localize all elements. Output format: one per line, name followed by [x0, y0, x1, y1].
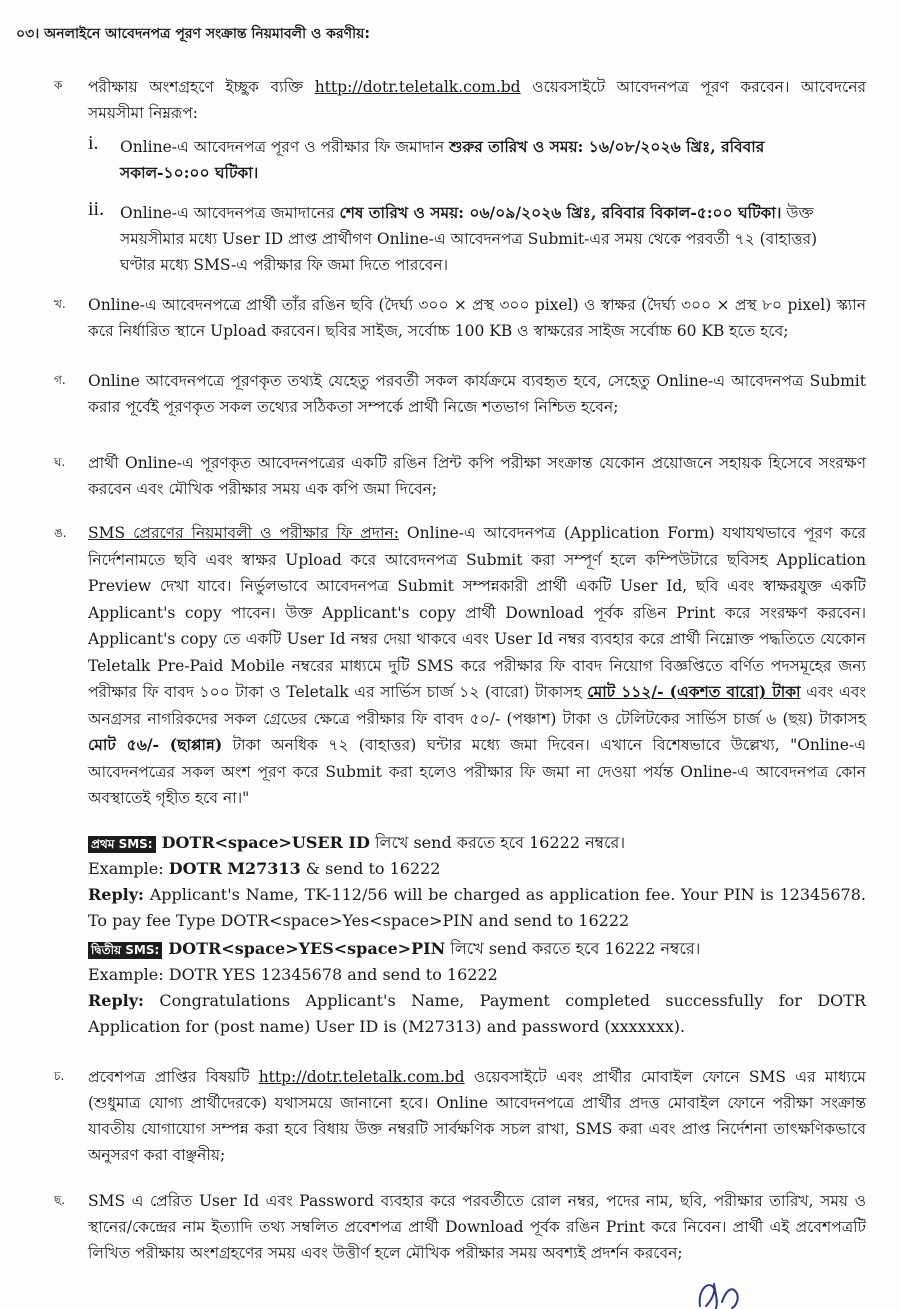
example-rest: & send to 16222 — [305, 859, 441, 878]
signature-mark — [692, 1272, 762, 1309]
second-sms-instruction: লিখে send করতে হবে 16222 নম্বরে। — [450, 939, 701, 958]
first-sms-block — [88, 830, 866, 934]
sms-rules-title: SMS প্রেরণের নিয়মাবলী ও পরীক্ষার ফি প্রদান: — [88, 524, 399, 542]
start-date-text: শুরুর তারিখ ও সময়: ১৬/০৮/২০২৬ খ্রিঃ, রবিবার সকাল-১০:০০ ঘটিকা। — [120, 137, 765, 182]
item-marker: ক — [54, 78, 63, 92]
item-text: প্রার্থী Online-এ পূরণকৃত আবেদনপত্রের একটি রঙিন প্রিন্ট কপি পরীক্ষা সংক্রান্ত যেকোন প্রয়োজনে সহায়ক হিসেবে সংরক্ষণ করবেন এবং মৌখিক পরীক্ষার সময় এক কপি জমা দিবেন; — [88, 454, 866, 498]
section-heading: ০৩। অনলাইনে আবেদনপত্র পূরণ সংক্রান্ত নিয়মাবলী ও করণীয়: — [16, 26, 370, 42]
item-text-before: পরীক্ষায় অংশগ্রহণে ইচ্ছুক ব্যক্তি — [88, 78, 304, 96]
end-date-text: শেষ তারিখ ও সময়: ০৬/০৯/২০২৬ খ্রিঃ, রবিবার বিকাল-৫:০০ ঘটিকা। — [339, 203, 782, 222]
example-label: Example: — [88, 859, 164, 878]
item-text-before: প্রবেশপত্র প্রাপ্তির বিষয়টি — [88, 1068, 250, 1086]
example-command: DOTR M27313 — [168, 859, 301, 878]
subitem-marker: i. — [88, 132, 99, 154]
first-sms-reply — [88, 882, 866, 934]
fee-amount-general: মোট ১১২/- (একশত বারো) টাকা — [587, 682, 801, 701]
first-sms-command: DOTR<space>USER ID — [161, 833, 370, 852]
second-sms-command-line — [88, 936, 866, 962]
first-sms-example — [88, 856, 866, 882]
second-sms-command: DOTR<space>YES<space>PIN — [168, 939, 446, 958]
second-sms-example — [88, 962, 866, 988]
item-text-after: ওয়েবসাইটে আবেদনপত্র পূরণ করবেন। আবেদনের সময়সীমা নিম্নরূপ: — [88, 78, 867, 122]
second-sms-block — [88, 936, 866, 1040]
item-text: Online-এ আবেদনপত্রে প্রার্থী তাঁর রঙিন ছবি (দৈর্ঘ্য ৩০০ × প্রস্থ ৩০০ pixel) ও স্বাক্ষর (দৈর্ঘ্য ৩০০ × প্রস্থ ৮০ pixel) স্ক্যান করে নির্ধারিত স্থানে Upload করবেন। ছবির সাইজ, সর্বোচ্চ 100 KB ও স্বাক্ষরের সাইজ সর্বোচ্চ 60 KB হতে হবে; — [88, 296, 866, 340]
second-sms-reply — [88, 988, 866, 1040]
sms-rules-text: টাকা অনধিক ৭২ (বাহাত্তর) ঘন্টার মধ্যে জমা দিবেন। এখানে বিশেষভাবে উল্লেখ্য, "Online-এ আবেদনপত্রের সকল অংশ পূরণ করে Submit করা হলেও পরীক্ষার ফি জমা না দেওয়া পর্যন্ত Online-এ আবেদনপত্র কোন অবস্থাতেই গৃহীত হবে না।" — [88, 736, 866, 807]
item-text: Online আবেদনপত্রে পূরণকৃত তথ্যই যেহেতু পরবর্তী সকল কার্যক্রমে ব্যবহৃত হবে, সেহেতু Online-এ আবেদনপত্র Submit করার পূর্বেই পূরণকৃত সকল তথ্যের সঠিকতা সম্পর্কে প্রার্থী নিজে শতভাগ নিশ্চিত হবেন; — [88, 372, 866, 416]
second-sms-badge: দ্বিতীয় SMS: — [88, 942, 162, 959]
item-marker: খ. — [54, 297, 66, 311]
subitem-text — [120, 134, 838, 186]
item-text — [88, 520, 866, 812]
fee-amount-backward: মোট ৫৬/- (ছাপ্পান্ন) — [88, 735, 223, 754]
reply-label: Reply: — [88, 991, 144, 1010]
reply-text: Congratulations Applicant's Name, Payment completed successfully for DOTR Application for (post name) User ID is (M27313) and password (xxxxxxx). — [88, 991, 867, 1036]
website-link[interactable]: http://dotr.teletalk.com.bd — [258, 1068, 465, 1086]
subitem-text-before: Online-এ আবেদনপত্র পূরণ ও পরীক্ষার ফি জমাদান — [120, 138, 445, 156]
item-text — [88, 1064, 866, 1168]
item-text-after: ওয়েবসাইটে এবং প্রার্থীর মোবাইল ফোনে SMS এর মাধ্যমে (শুধুমাত্র যোগ্য প্রার্থীদেরকে) যথাসময়ে জানানো হবে। Online আবেদনপত্রে প্রার্থীর প্রদত্ত মোবাইল ফোনে পরীক্ষা সংক্রান্ত যাবতীয় যোগাযোগ সম্পন্ন করা হবে বিধায় উক্ত নম্বরটি সার্বক্ষণিক সচল রাখা, SMS করা এবং প্রাপ্ত নির্দেশনা তাৎক্ষণিকভাবে অনুসরণ করা বাঞ্ছনীয়; — [88, 1068, 866, 1164]
item-text — [88, 74, 866, 126]
item-text: SMS এ প্রেরিত User Id এবং Password ব্যবহার করে পরবর্তীতে রোল নম্বর, পদের নাম, ছবি, পরীক্ষার তারিখ, সময় ও স্থানের/কেন্দ্রের নাম ইত্যাদি তথ্য সম্বলিত প্রবেশপত্র প্রার্থী Download পূর্বক রঙিন Print করে নিবেন। প্রার্থী এই প্রবেশপত্রটি লিখিত পরীক্ষায় অংশগ্রহণের সময় এবং উত্তীর্ণ হলে মৌখিক পরীক্ষার সময় অবশ্যই প্রদর্শন করবেন; — [88, 1192, 866, 1262]
item-marker: চ. — [54, 1069, 65, 1083]
subitem-text-before: Online-এ আবেদনপত্র জমাদানের — [120, 204, 335, 222]
item-marker: গ. — [54, 373, 66, 387]
first-sms-command-line — [88, 830, 866, 856]
item-marker: ঙ. — [54, 526, 67, 540]
subitem-text — [120, 200, 838, 278]
subitem-text-after: উক্ত সময়সীমার মধ্যে User ID প্রাপ্ত প্রার্থীগণ Online-এ আবেদনপত্র Submit-এর সময় থেকে পরবর্তী ৭২ (বাহাত্তর) ঘণ্টার মধ্যে SMS-এ পরীক্ষার ফি জমা দিতে পারবেন। — [120, 204, 818, 274]
website-link[interactable]: http://dotr.teletalk.com.bd — [314, 78, 521, 96]
first-sms-instruction: লিখে send করতে হবে 16222 নম্বরে। — [374, 833, 626, 852]
item-marker: ছ. — [54, 1193, 66, 1207]
reply-label: Reply: — [88, 885, 144, 904]
first-sms-badge: প্রথম SMS: — [88, 836, 156, 853]
subitem-marker: ii. — [88, 198, 105, 220]
sms-rules-text: Online-এ আবেদনপত্র (Application Form) যথাযথভাবে পূরণ করে নির্দেশনামতে ছবি এবং স্বাক্ষর Upload করে আবেদনপত্র Submit করা সম্পূর্ণ হলে কম্পিউটারে ছবিসহ Application Preview দেখা যাবে। নির্ভুলভাবে আবেদনপত্র Submit সম্পন্নকারী প্রার্থী একটি User Id, ছবি এবং স্বাক্ষরযুক্ত একটি Applicant's copy পাবেন। উক্ত Applicant's copy প্রার্থী Download পূর্বক রঙিন Print করে সংরক্ষণ করবেন। Applicant's copy তে একটি User Id নম্বর দেয়া থাকবে এবং User Id নম্বর ব্যবহার করে প্রার্থী নিম্নোক্ত পদ্ধতিতে যেকোন Teletalk Pre-Paid Mobile নম্বরের মাধ্যমে দুটি SMS করে পরীক্ষার ফি বাবদ নিয়োগ বিজ্ঞপ্তিতে বর্ণিত পদসমূহের জন্য পরীক্ষার ফি বাবদ ১০০ টাকা ও Teletalk এর সার্ভিস চার্জ ১২ (বারো) টাকাসহ — [88, 524, 866, 701]
item-marker: ঘ. — [54, 455, 66, 469]
example-label: Example: — [88, 965, 164, 984]
example-rest: DOTR YES 12345678 and send to 16222 — [168, 965, 498, 984]
sms-rules-text: এবং এবং অনগ্রসর নাগরিকদের সকল গ্রেডের ক্ষেত্রে পরীক্ষার ফি বাবদ ৫০/- (পঞ্চাশ) টাকা ও টেলিটকের সার্ভিস চার্জ ৬ (ছয়) টাকাসহ — [88, 683, 867, 728]
reply-text: Applicant's Name, TK-112/56 will be charged as application fee. Your PIN is 12345678. To pay fee Type DOTR<space>Yes<space>PIN and send to 16222 — [88, 885, 866, 930]
